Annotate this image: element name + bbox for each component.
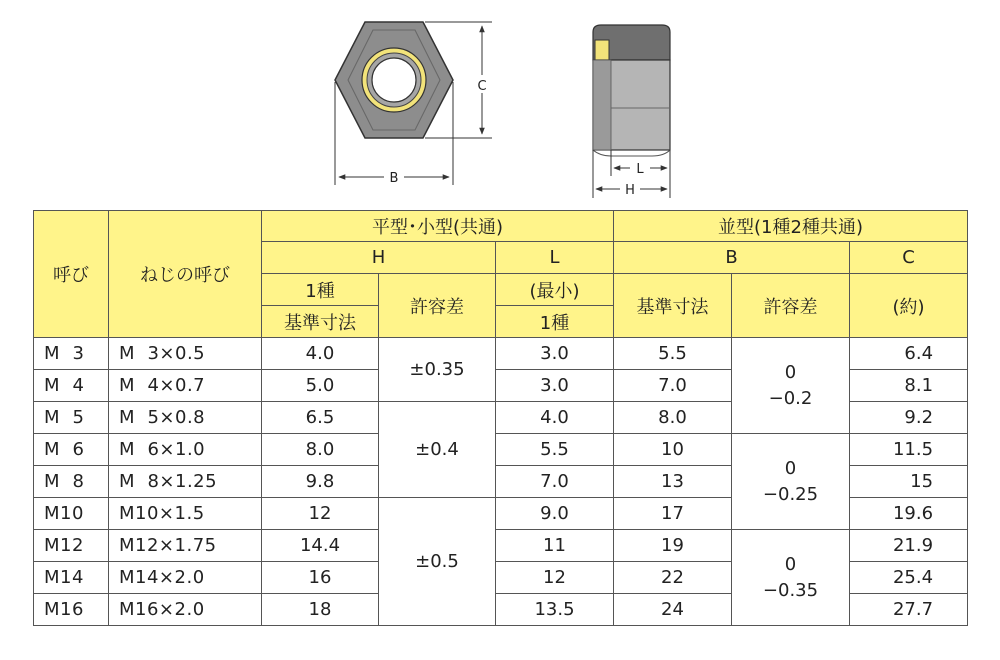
cell-c: 8.1 bbox=[850, 370, 968, 402]
cell-b-tol bbox=[732, 338, 850, 434]
cell-l: 3.0 bbox=[496, 338, 614, 370]
cell-b: 7.0 bbox=[614, 370, 732, 402]
cell-call: M12 bbox=[34, 530, 109, 562]
cell-b: 8.0 bbox=[614, 402, 732, 434]
header-c: C bbox=[850, 242, 968, 274]
header-yobi: 呼び bbox=[34, 211, 109, 338]
cell-c: 21.9 bbox=[850, 530, 968, 562]
cell-h: 5.0 bbox=[262, 370, 379, 402]
nut-side-view bbox=[593, 25, 670, 198]
cell-b: 5.5 bbox=[614, 338, 732, 370]
header-h-sub2: 基準寸法 bbox=[262, 306, 379, 338]
b-tol-lower: −0.35 bbox=[762, 579, 819, 601]
b-tol-lower: −0.2 bbox=[768, 387, 813, 409]
cell-b: 24 bbox=[614, 594, 732, 626]
cell-b: 17 bbox=[614, 498, 732, 530]
header-c-sub: (約) bbox=[850, 274, 968, 338]
cell-h-tol: ±0.35 bbox=[379, 338, 496, 402]
cell-l: 12 bbox=[496, 562, 614, 594]
cell-h: 12 bbox=[262, 498, 379, 530]
cell-c: 11.5 bbox=[850, 434, 968, 466]
table-row bbox=[34, 530, 968, 562]
cell-call: M10 bbox=[34, 498, 109, 530]
header-group-nami: 並型(1種2種共通) bbox=[614, 211, 968, 242]
cell-h-tol: ±0.4 bbox=[379, 402, 496, 498]
b-tol-upper: 0 bbox=[784, 361, 797, 383]
dim-l-label: L bbox=[636, 162, 644, 177]
bore-hole bbox=[372, 58, 416, 102]
header-neji-yobi: ねじの呼び bbox=[109, 211, 262, 338]
cell-call: M 6 bbox=[34, 434, 109, 466]
cell-h: 9.8 bbox=[262, 466, 379, 498]
cell-b: 22 bbox=[614, 562, 732, 594]
cell-thread: M 8×1.25 bbox=[109, 466, 262, 498]
nut-drawing bbox=[0, 0, 1000, 208]
cell-h: 6.5 bbox=[262, 402, 379, 434]
dim-h-label: H bbox=[625, 183, 635, 198]
cell-h-tol: ±0.5 bbox=[379, 498, 496, 626]
nylon-insert bbox=[595, 40, 609, 60]
header-l: L bbox=[496, 242, 614, 274]
header-b: B bbox=[614, 242, 850, 274]
cell-call: M 3 bbox=[34, 338, 109, 370]
b-tol-upper: 0 bbox=[784, 553, 797, 575]
cell-l: 4.0 bbox=[496, 402, 614, 434]
cell-thread: M10×1.5 bbox=[109, 498, 262, 530]
header-h-tol: 許容差 bbox=[379, 274, 496, 338]
nut-top-view bbox=[335, 22, 492, 186]
cell-b-tol bbox=[732, 530, 850, 626]
cell-l: 7.0 bbox=[496, 466, 614, 498]
cell-call: M16 bbox=[34, 594, 109, 626]
dim-b-label: B bbox=[389, 171, 399, 186]
cell-h: 16 bbox=[262, 562, 379, 594]
cell-b-tol bbox=[732, 434, 850, 530]
cell-call: M 5 bbox=[34, 402, 109, 434]
cell-b: 13 bbox=[614, 466, 732, 498]
cell-c: 15 bbox=[850, 466, 968, 498]
cell-call: M 4 bbox=[34, 370, 109, 402]
cell-thread: M 6×1.0 bbox=[109, 434, 262, 466]
header-l-sub1: (最小) bbox=[496, 274, 614, 306]
cell-thread: M 3×0.5 bbox=[109, 338, 262, 370]
cell-l: 13.5 bbox=[496, 594, 614, 626]
cell-thread: M16×2.0 bbox=[109, 594, 262, 626]
b-tol-lower: −0.25 bbox=[762, 483, 819, 505]
header-h: H bbox=[262, 242, 496, 274]
header-l-sub2: 1種 bbox=[496, 306, 614, 338]
cell-c: 19.6 bbox=[850, 498, 968, 530]
header-b-tol: 許容差 bbox=[732, 274, 850, 338]
header-h-sub1: 1種 bbox=[262, 274, 379, 306]
b-tol-upper: 0 bbox=[784, 457, 797, 479]
cell-h: 8.0 bbox=[262, 434, 379, 466]
cell-call: M 8 bbox=[34, 466, 109, 498]
cell-h: 14.4 bbox=[262, 530, 379, 562]
cell-c: 25.4 bbox=[850, 562, 968, 594]
cell-c: 6.4 bbox=[850, 338, 968, 370]
cell-call: M14 bbox=[34, 562, 109, 594]
header-group-flat: 平型･小型(共通) bbox=[262, 211, 614, 242]
header-b-base: 基準寸法 bbox=[614, 274, 732, 338]
cell-h: 18 bbox=[262, 594, 379, 626]
cell-thread: M14×2.0 bbox=[109, 562, 262, 594]
table-row bbox=[34, 338, 968, 370]
dimension-table bbox=[33, 210, 968, 626]
cell-thread: M 4×0.7 bbox=[109, 370, 262, 402]
table-row bbox=[34, 434, 968, 466]
cell-l: 3.0 bbox=[496, 370, 614, 402]
cell-l: 11 bbox=[496, 530, 614, 562]
dim-c-label: C bbox=[477, 79, 487, 94]
cell-c: 9.2 bbox=[850, 402, 968, 434]
cell-c: 27.7 bbox=[850, 594, 968, 626]
cell-l: 9.0 bbox=[496, 498, 614, 530]
cell-thread: M12×1.75 bbox=[109, 530, 262, 562]
cell-b: 10 bbox=[614, 434, 732, 466]
cell-thread: M 5×0.8 bbox=[109, 402, 262, 434]
cell-b: 19 bbox=[614, 530, 732, 562]
cell-h: 4.0 bbox=[262, 338, 379, 370]
cell-l: 5.5 bbox=[496, 434, 614, 466]
